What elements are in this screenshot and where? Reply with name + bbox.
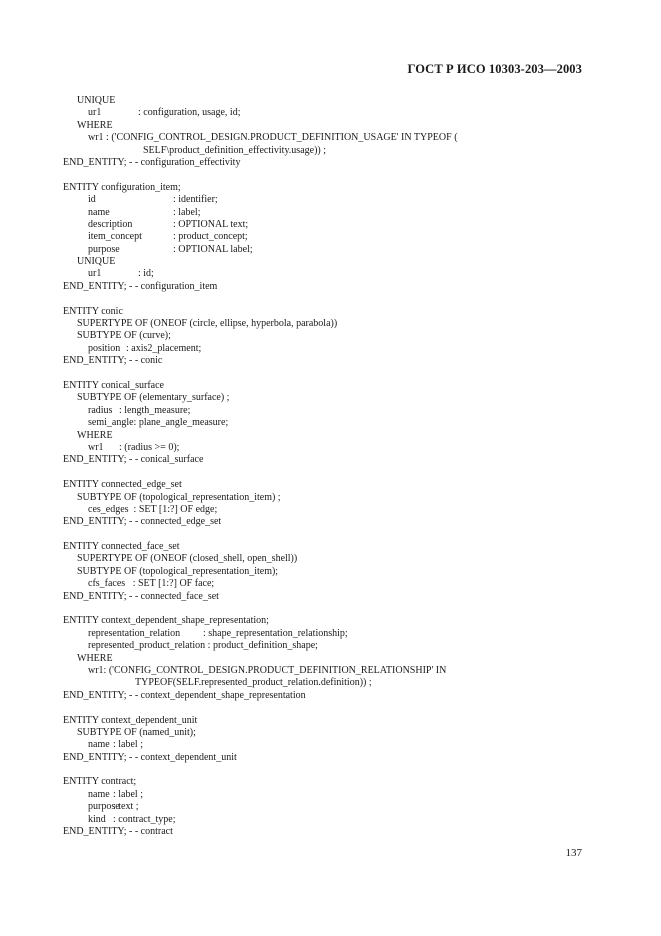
code-line: description : OPTIONAL text; — [88, 218, 249, 230]
code-line: name : label ; — [88, 788, 143, 800]
code-line: UNIQUE — [77, 256, 116, 268]
code-line: ENTITY context_dependent_shape_representation; — [63, 615, 269, 627]
code-line: wr1 : (radius >= 0); — [88, 441, 180, 453]
code-line: WHERE — [77, 652, 113, 664]
code-line: SUPERTYPE OF (ONEOF (circle, ellipse, hyperbola, parabola)) — [77, 318, 338, 330]
code-line: ENTITY connected_face_set — [63, 541, 180, 553]
code-line: END_ENTITY; - - conic — [63, 355, 163, 367]
code-line: ENTITY conical_surface — [63, 379, 164, 391]
code-line: purpose : text ; — [88, 801, 139, 813]
page-number: 137 — [565, 847, 582, 859]
code-line: END_ENTITY; - - contract — [63, 826, 173, 838]
code-line: WHERE — [77, 429, 113, 441]
code-line: ur1 : id; — [88, 268, 154, 280]
code-line: item_concept : product_concept; — [88, 231, 248, 243]
code-line: position : axis2_placement; — [88, 342, 202, 354]
code-line: END_ENTITY; - - configuration_effectivity — [63, 156, 241, 168]
page-header: ГОСТ Р ИСО 10303-203—2003 — [407, 62, 582, 76]
code-line: wr1: ('CONFIG_CONTROL_DESIGN.PRODUCT_DEFINITION_RELATIONSHIP' IN — [88, 664, 447, 676]
code-line: END_ENTITY; - - connected_face_set — [63, 590, 219, 602]
code-line: ces_edges : SET [1:?] OF edge; — [88, 503, 218, 515]
code-line: wr1 : ('CONFIG_CONTROL_DESIGN.PRODUCT_DEFINITION_USAGE' IN TYPEOF ( — [88, 132, 458, 144]
code-line: END_ENTITY; - - connected_edge_set — [63, 516, 222, 528]
code-line: radius : length_measure; — [88, 404, 191, 416]
code-line: represented_product_relation : product_definition_shape; — [88, 640, 318, 652]
code-line: ur1 : configuration, usage, id; — [88, 107, 241, 119]
code-line: id : identifier; — [88, 194, 218, 206]
code-line: name : label; — [88, 206, 201, 218]
code-line: kind : contract_type; — [88, 813, 176, 825]
code-line: SUBTYPE OF (topological_representation_item); — [77, 565, 279, 577]
code-line: END_ENTITY; - - context_dependent_unit — [63, 751, 237, 763]
code-listing — [63, 95, 623, 838]
code-line: SUBTYPE OF (topological_representation_item) ; — [77, 491, 281, 503]
code-line: SUPERTYPE OF (ONEOF (closed_shell, open_shell)) — [77, 553, 298, 565]
code-line: cfs_faces : SET [1:?] OF face; — [88, 578, 215, 590]
code-line: semi_angle: plane_angle_measure; — [88, 417, 229, 429]
code-line: SUBTYPE OF (elementary_surface) ; — [77, 392, 230, 404]
code-line: END_ENTITY; - - context_dependent_shape_representation — [63, 689, 306, 701]
code-line: ENTITY conic — [63, 305, 123, 317]
code-line: SUBTYPE OF (curve); — [77, 330, 171, 342]
code-line: UNIQUE — [77, 95, 116, 106]
code-line: END_ENTITY; - - conical_surface — [63, 454, 204, 466]
code-line: ENTITY connected_edge_set — [63, 479, 182, 491]
code-line: representation_relation : shape_representation_relationship; — [88, 627, 348, 639]
code-line: WHERE — [77, 119, 113, 131]
code-line: END_ENTITY; - - configuration_item — [63, 280, 218, 292]
code-line: SELF\product_definition_effectivity.usage)) ; — [143, 144, 327, 156]
code-line: TYPEOF(SELF.represented_product_relation.definition)) ; — [135, 677, 372, 689]
code-line: purpose : OPTIONAL label; — [88, 243, 253, 255]
code-line: name : label ; — [88, 739, 143, 751]
code-line: ENTITY context_dependent_unit — [63, 714, 198, 726]
code-line: ENTITY configuration_item; — [63, 181, 181, 193]
code-line: ENTITY contract; — [63, 776, 137, 788]
code-line: SUBTYPE OF (named_unit); — [77, 726, 196, 738]
